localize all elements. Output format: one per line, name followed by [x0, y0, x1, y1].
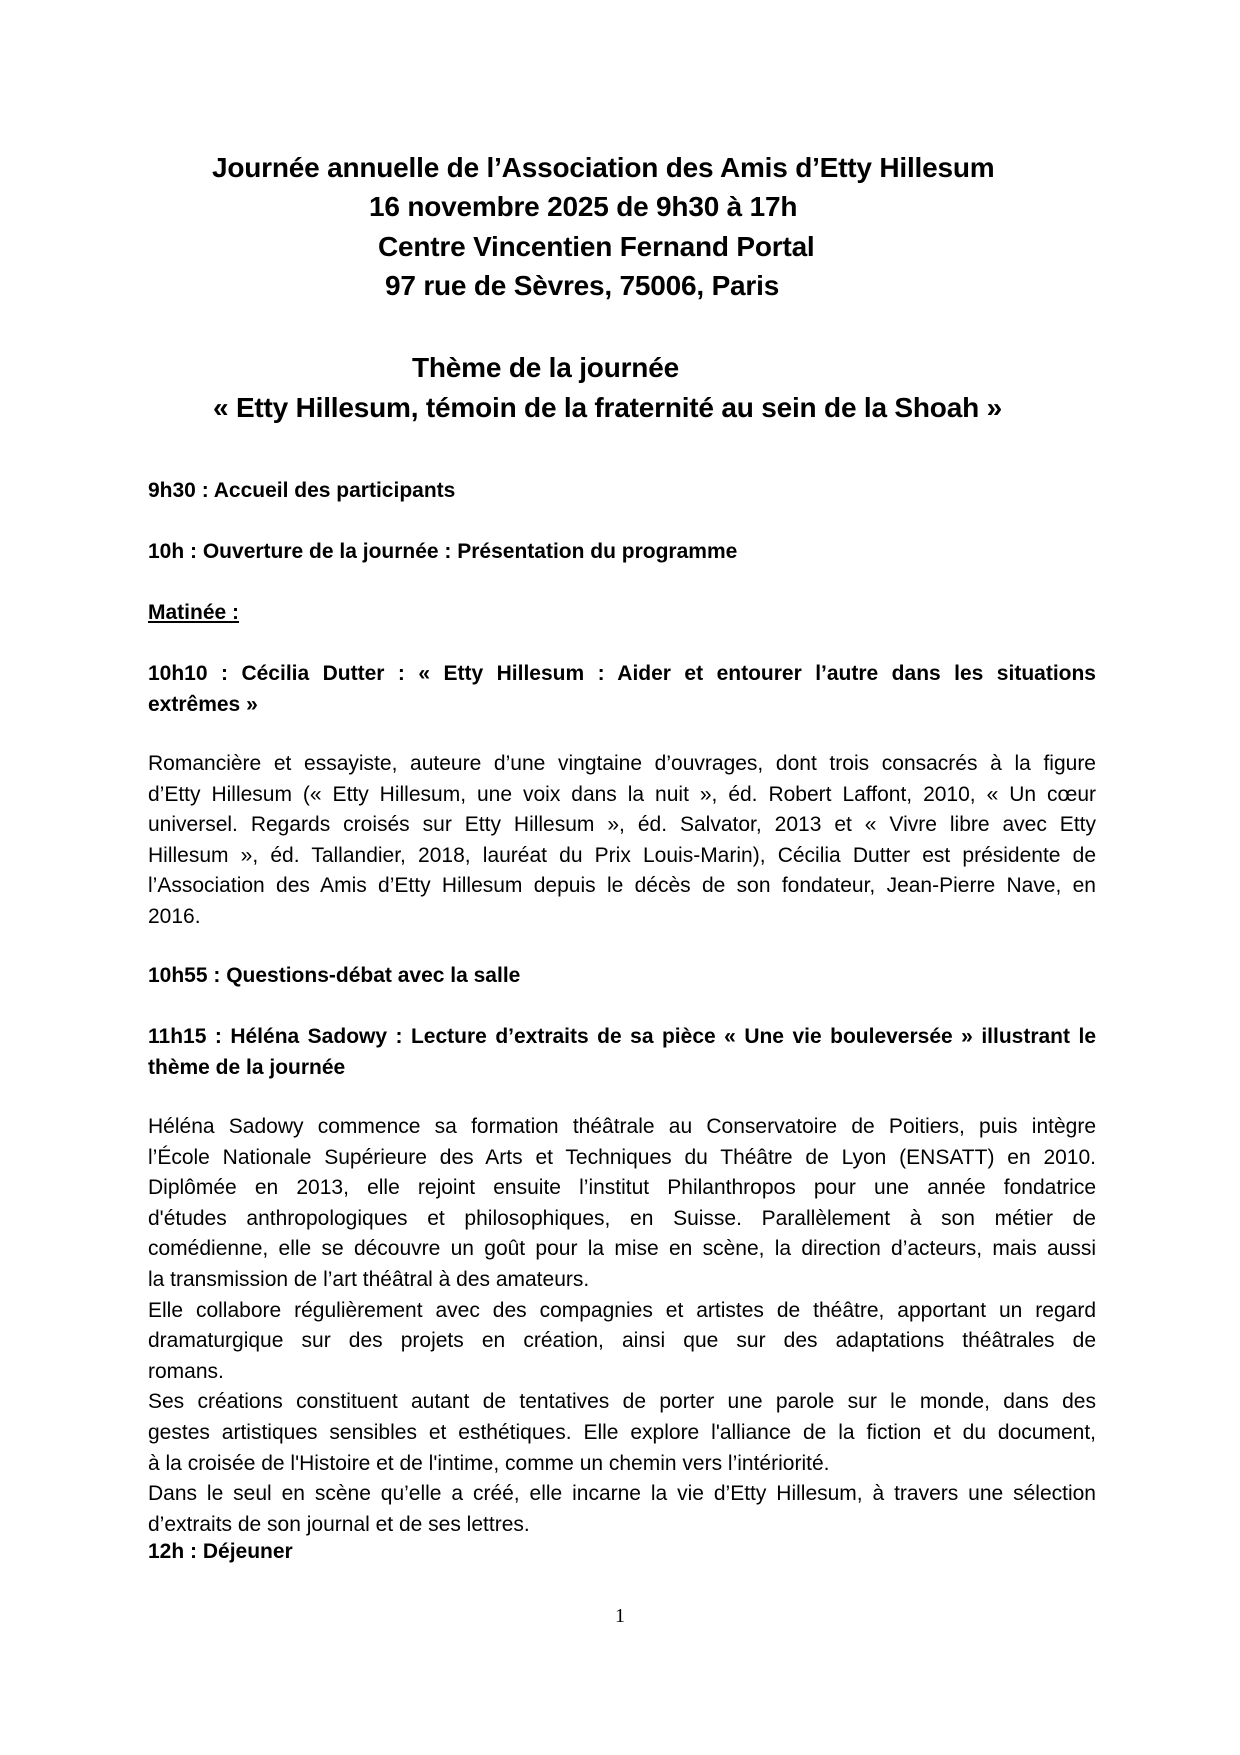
page-number: 1: [615, 1605, 625, 1627]
bio1-line: l’Association des Amis d’Etty Hillesum depuis le décès de son fondateur, Jean-Pierre Nave, en: [148, 874, 1096, 898]
bio1-line: Hillesum », éd. Tallandier, 2018, lauréat du Prix Louis-Marin), Cécilia Dutter est présidente de: [148, 843, 1096, 867]
bio1-line: Romancière et essayiste, auteure d’une vingtaine d’ouvrages, dont trois consacrés à la figure: [148, 752, 1096, 775]
theme-label: Thème de la journée: [412, 352, 679, 383]
program-item-lunch: 12h : Déjeuner: [148, 1540, 293, 1563]
event-venue: Centre Vincentien Fernand Portal: [378, 231, 815, 262]
bio2-line: gestes artistiques sensibles et esthétiques. Elle explore l'alliance de la fiction et du document,: [148, 1420, 1096, 1444]
bio2-line: Ses créations constituent autant de tentatives de porter une parole sur le monde, dans des: [148, 1390, 1096, 1414]
event-date: 16 novembre 2025 de 9h30 à 17h: [369, 191, 798, 222]
bio-helena-sadowy: [148, 1112, 1096, 1540]
theme-title: « Etty Hillesum, témoin de la fraternité au sein de la Shoah »: [213, 392, 1002, 423]
talk1-title: [148, 659, 1096, 720]
talk1-title-line: 10h10 : Cécilia Dutter : « Etty Hillesum : Aider et entourer l’autre dans les situations: [148, 662, 1096, 685]
bio2-line: romans.: [148, 1359, 224, 1383]
event-address: 97 rue de Sèvres, 75006, Paris: [385, 270, 780, 301]
bio2-line: d'études anthropologiques et philosophiques, en Suisse. Parallèlement à son métier de: [148, 1206, 1096, 1230]
bio-cecilia-dutter: [148, 749, 1096, 933]
program-item-opening: 10h : Ouverture de la journée : Présentation du programme: [148, 540, 738, 563]
program-item-welcome: 9h30 : Accueil des participants: [148, 479, 456, 502]
bio2-line: à la croisée de l'Histoire et de l'intime, comme un chemin vers l’intériorité.: [148, 1451, 830, 1475]
bio2-line: Dans le seul en scène qu’elle a créé, elle incarne la vie d’Etty Hillesum, à travers une sélection: [148, 1482, 1096, 1506]
talk2-title: [148, 1022, 1096, 1083]
talk1-title-line: extrêmes »: [148, 692, 258, 716]
bio2-line: la transmission de l’art théâtral à des amateurs.: [148, 1267, 590, 1291]
bio2-line: d’extraits de son journal et de ses lettres.: [148, 1512, 530, 1536]
morning-heading: [148, 598, 1096, 628]
bio2-line: comédienne, elle se découvre un goût pour la mise en scène, la direction d’acteurs, mais aussi: [148, 1237, 1096, 1261]
bio2-line: dramaturgique sur des projets en création, ainsi que sur des adaptations théâtrales de: [148, 1329, 1096, 1353]
bio2-line: l’École Nationale Supérieure des Arts et Techniques du Théâtre de Lyon (ENSATT) en 2010.: [148, 1145, 1096, 1169]
bio2-line: Elle collabore régulièrement avec des compagnies et artistes de théâtre, apportant un regard: [148, 1298, 1096, 1322]
bio1-line: d’Etty Hillesum (« Etty Hillesum, une voix dans la nuit », éd. Robert Laffont, 2010, « Un cœur: [148, 782, 1096, 806]
program-item-questions: 10h55 : Questions-débat avec la salle: [148, 964, 521, 987]
bio2-line: Diplômée en 2013, elle rejoint ensuite l’institut Philanthropos pour une année fondatrice: [148, 1176, 1096, 1200]
bio1-line: universel. Regards croisés sur Etty Hillesum », éd. Salvator, 2013 et « Vivre libre avec Etty: [148, 813, 1096, 837]
morning-heading-text: Matinée :: [148, 601, 240, 624]
bio1-line: 2016.: [148, 904, 201, 928]
event-title: Journée annuelle de l’Association des Amis d’Etty Hillesum: [212, 152, 995, 183]
talk2-title-line: 11h15 : Héléna Sadowy : Lecture d’extraits de sa pièce « Une vie bouleversée » illustrant le: [148, 1025, 1096, 1048]
bio2-line: Héléna Sadowy commence sa formation théâtrale au Conservatoire de Poitiers, puis intègre: [148, 1115, 1096, 1138]
talk2-title-line: thème de la journée: [148, 1055, 346, 1079]
